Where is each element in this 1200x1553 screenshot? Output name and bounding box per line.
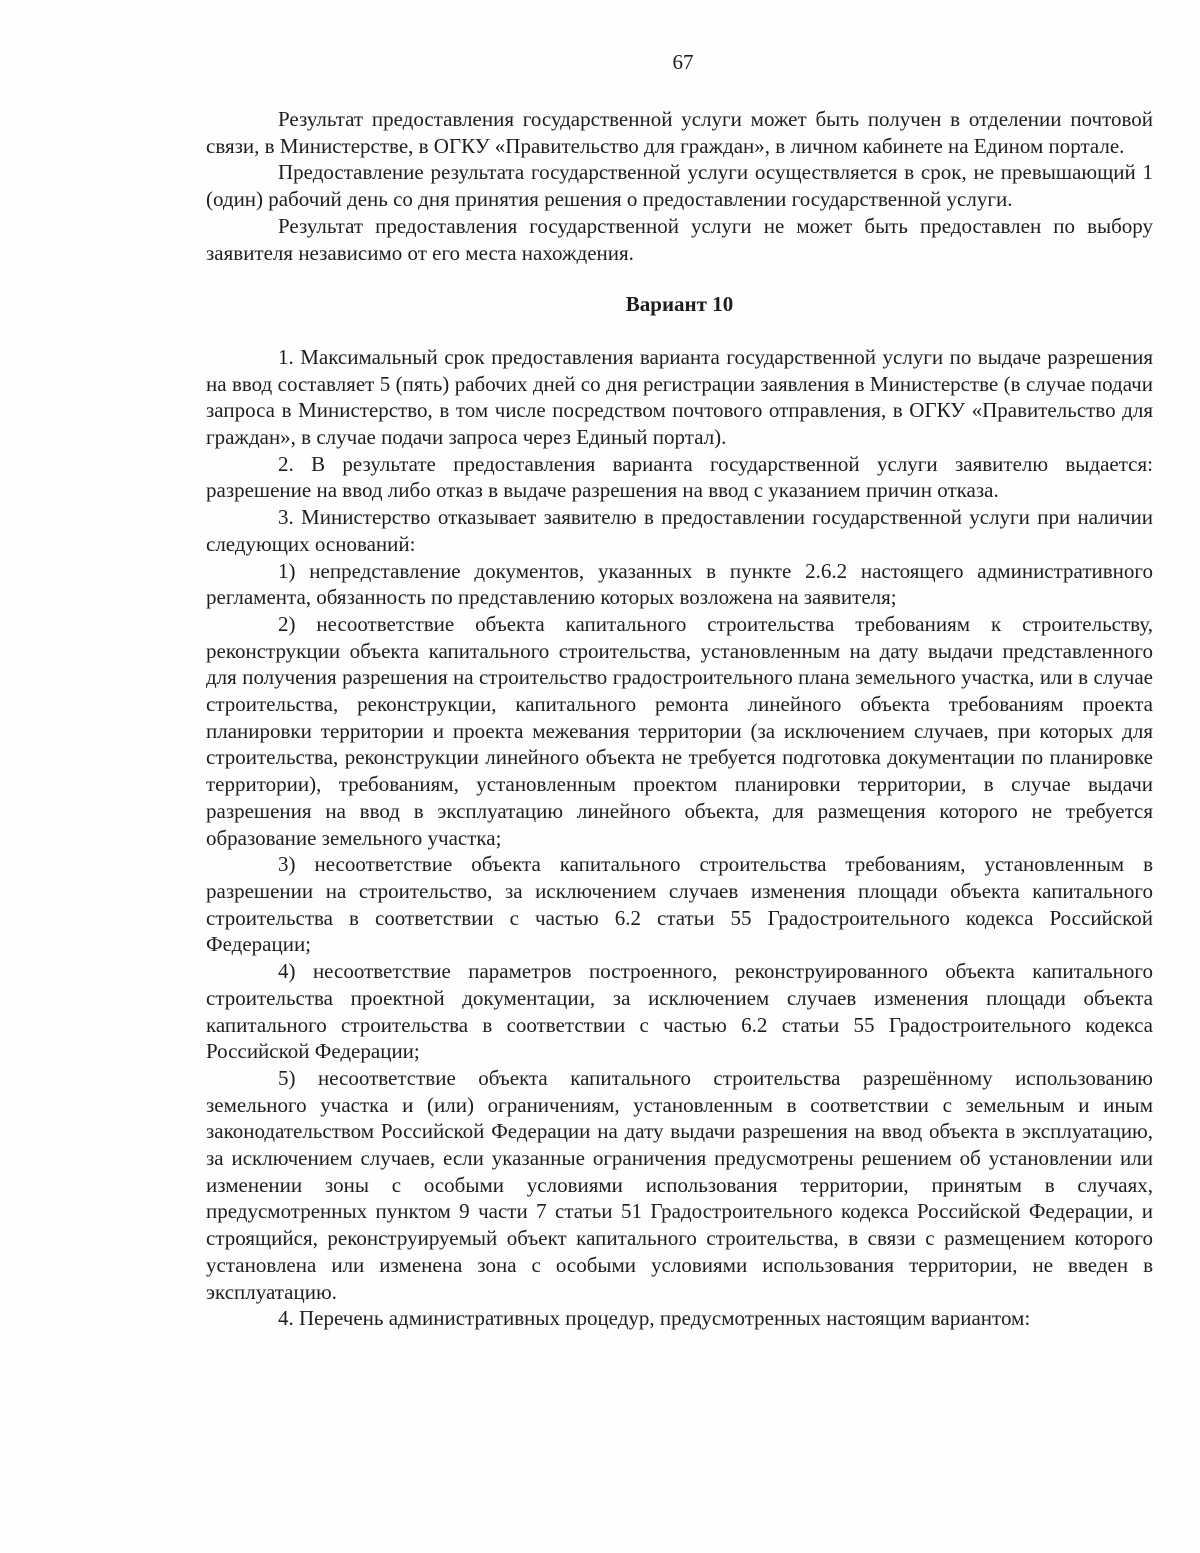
list-item: 5) несоответствие объекта капитального строительства разрешённому использованию земельного участка и (или) ограничениям, установленным в соответствии с земельным и иным законодательством Российской Федерации на дату выдачи разрешения на ввод объекта в эксплуатацию, за исключением случаев, если указанные ограничения предусмотрены решением об установлении или изменении зоны с особыми условиями использования территории, принятым в случаях, предусмотренных пунктом 9 части 7 статьи 51 Градостроительного кодекса Российской Федерации, и строящийся, реконструируемый объект капитального строительства, в связи с размещением которого установлена или изменена зона с особыми условиями использования территории, не введен в эксплуатацию. bbox=[206, 1065, 1153, 1304]
paragraph: 4. Перечень административных процедур, предусмотренных настоящим вариантом: bbox=[278, 1306, 1031, 1331]
paragraph: 2. В результате предоставления варианта государственной услуги заявителю выдается: разрешение на ввод либо отказ в выдаче разрешения на ввод с указанием причин отказа. bbox=[206, 451, 1153, 503]
document-body bbox=[206, 106, 1153, 1332]
section-heading: Вариант 10 bbox=[625, 292, 734, 317]
variant-section bbox=[206, 344, 1153, 1332]
list-item: 1) непредставление документов, указанных в пункте 2.6.2 настоящего административного регламента, обязанность по представлению которых возложена на заявителя; bbox=[206, 558, 1153, 610]
paragraph: Результат предоставления государственной услуги может быть получен в отделении почтовой связи, в Министерстве, в ОГКУ «Правительство для граждан», в личном кабинете на Едином портале. bbox=[206, 107, 1153, 158]
list-item: 4) несоответствие параметров построенного, реконструированного объекта капитального строительства проектной документации, за исключением случаев изменения площади объекта капитального строительства в соответствии с частью 6.2 статьи 55 Градостроительного кодекса Российской Федерации; bbox=[206, 959, 1153, 1064]
paragraph: 1. Максимальный срок предоставления варианта государственной услуги по выдаче разрешения на ввод составляет 5 (пять) рабочих дней со дня регистрации заявления в Министерстве (в случае подачи запроса в Министерство, в том числе посредством почтового отправления, в ОГКУ «Правительство для граждан», в случае подачи запроса через Единый портал). bbox=[206, 344, 1153, 450]
list-item: 3) несоответствие объекта капитального строительства требованиям, установленным в разрешении на строительство, за исключением случаев изменения площади объекта капитального строительства в соответствии с частью 6.2 статьи 55 Градостроительного кодекса Российской Федерации; bbox=[206, 852, 1153, 957]
list-item: 2) несоответствие объекта капитального строительства требованиям к строительству, реконструкции объекта капитального строительства, установленным на дату выдачи представленного для получения разрешения на строительство градостроительного плана земельного участка, или в случае строительства, реконструкции, капитального ремонта линейного объекта требованиям проекта планировки территории и проекта межевания территории (за исключением случаев, при которых для строительства, реконструкции линейного объекта не требуется подготовка документации по планировке территории), требованиям, установленным проектом планировки территории, в случае выдачи разрешения на ввод в эксплуатацию линейного объекта, для размещения которого не требуется образование земельного участка; bbox=[206, 611, 1153, 850]
paragraph: Результат предоставления государственной услуги не может быть предоставлен по выбору заявителя независимо от его места нахождения. bbox=[206, 213, 1153, 265]
paragraph: Предоставление результата государственной услуги осуществляется в срок, не превышающий 1 (один) рабочий день со дня принятия решения о предоставлении государственной услуги. bbox=[206, 160, 1153, 212]
paragraph: 3. Министерство отказывает заявителю в предоставлении государственной услуги при наличии следующих оснований: bbox=[206, 505, 1153, 556]
page-number: 67 bbox=[672, 50, 694, 74]
